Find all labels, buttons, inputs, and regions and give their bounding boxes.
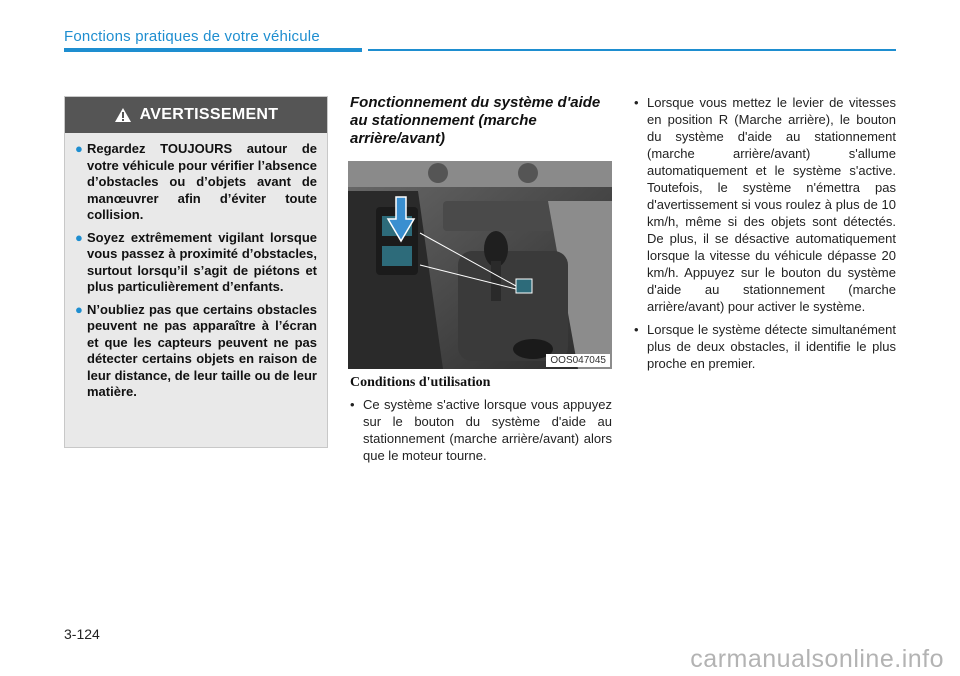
watermark-link[interactable]: carmanualsonline.info: [690, 645, 944, 673]
bullet-icon: •: [634, 95, 639, 110]
header-rule-thin: [368, 49, 896, 51]
page-number: 3-124: [64, 626, 100, 642]
right-bullet-list: [634, 94, 896, 378]
list-item-text: Lorsque le système détecte simultanément plus de deux obstacles, il identifie le plus proche en premier.: [647, 322, 896, 371]
conditions-heading: Conditions d'utilisation: [350, 375, 491, 390]
image-code-label: OOS047045: [546, 354, 610, 367]
middle-bullet-list: [350, 396, 612, 464]
warning-item-text: Regardez TOUJOURS autour de votre véhicule pour vérifier l’absence d’obstacles ou d’objets avant de manœuvrer afin d’éviter toute collision.: [87, 141, 317, 222]
header-rule-thick: [64, 48, 362, 52]
warning-item-text: N’oubliez pas que certains obstacles peuvent ne pas apparaître à l’écran et que les capteurs peuvent ne pas détecter certains objets en raison de leur distance, de leur taille ou de leur matière.: [87, 301, 317, 399]
list-item: [634, 94, 896, 315]
warning-title: AVERTISSEMENT: [139, 106, 279, 123]
warning-item: [75, 302, 317, 401]
bullet-icon: •: [350, 397, 355, 412]
warning-header: [65, 97, 327, 133]
section-heading: Fonctionnement du système d'aide au stationnement (marche arrière/avant): [350, 94, 601, 147]
warning-list: [65, 133, 327, 401]
gear-console-illustration: [348, 161, 612, 369]
warning-item-text: Soyez extrêmement vigilant lorsque vous passez à proximité d’obstacles, surtout lorsqu’il s’agit de piétons et plus particulièrement d’enfants.: [87, 229, 317, 294]
page-section-title: Fonctions pratiques de votre véhicule: [64, 28, 320, 45]
list-item-text: Lorsque vous mettez le levier de vitesses en position R (Marche arrière), le bouton du système d'aide au stationnement (marche arrière/avant) s'allume automatiquement et le système s'active. Toutefois, le système n'émettra pas d'avertissement si vous roulez à plus de 10 km/h, même si des objets sont détectés. De plus, il se désactive automatiquement lorsque la vitesse du véhicule dépasse 20 km/h. Appuyez sur le bouton du système d'aide au stationnement (marche arrière/avant) pour activer le système.: [647, 95, 896, 314]
bullet-icon: •: [634, 322, 639, 337]
warning-box: [64, 96, 328, 448]
warning-item: [75, 230, 317, 296]
list-item-text: Ce système s'active lorsque vous appuyez sur le bouton du système d'aide au stationnement (marche arrière/avant) alors que le moteur tourne.: [363, 397, 612, 463]
gear-console-photo: [348, 161, 612, 369]
bullet-icon: ●: [75, 301, 83, 317]
bullet-icon: ●: [75, 229, 83, 245]
warning-item: [75, 141, 317, 224]
bullet-icon: ●: [75, 141, 83, 156]
list-item: [350, 396, 612, 464]
list-item: [634, 321, 896, 372]
warning-triangle-icon: [114, 107, 132, 123]
